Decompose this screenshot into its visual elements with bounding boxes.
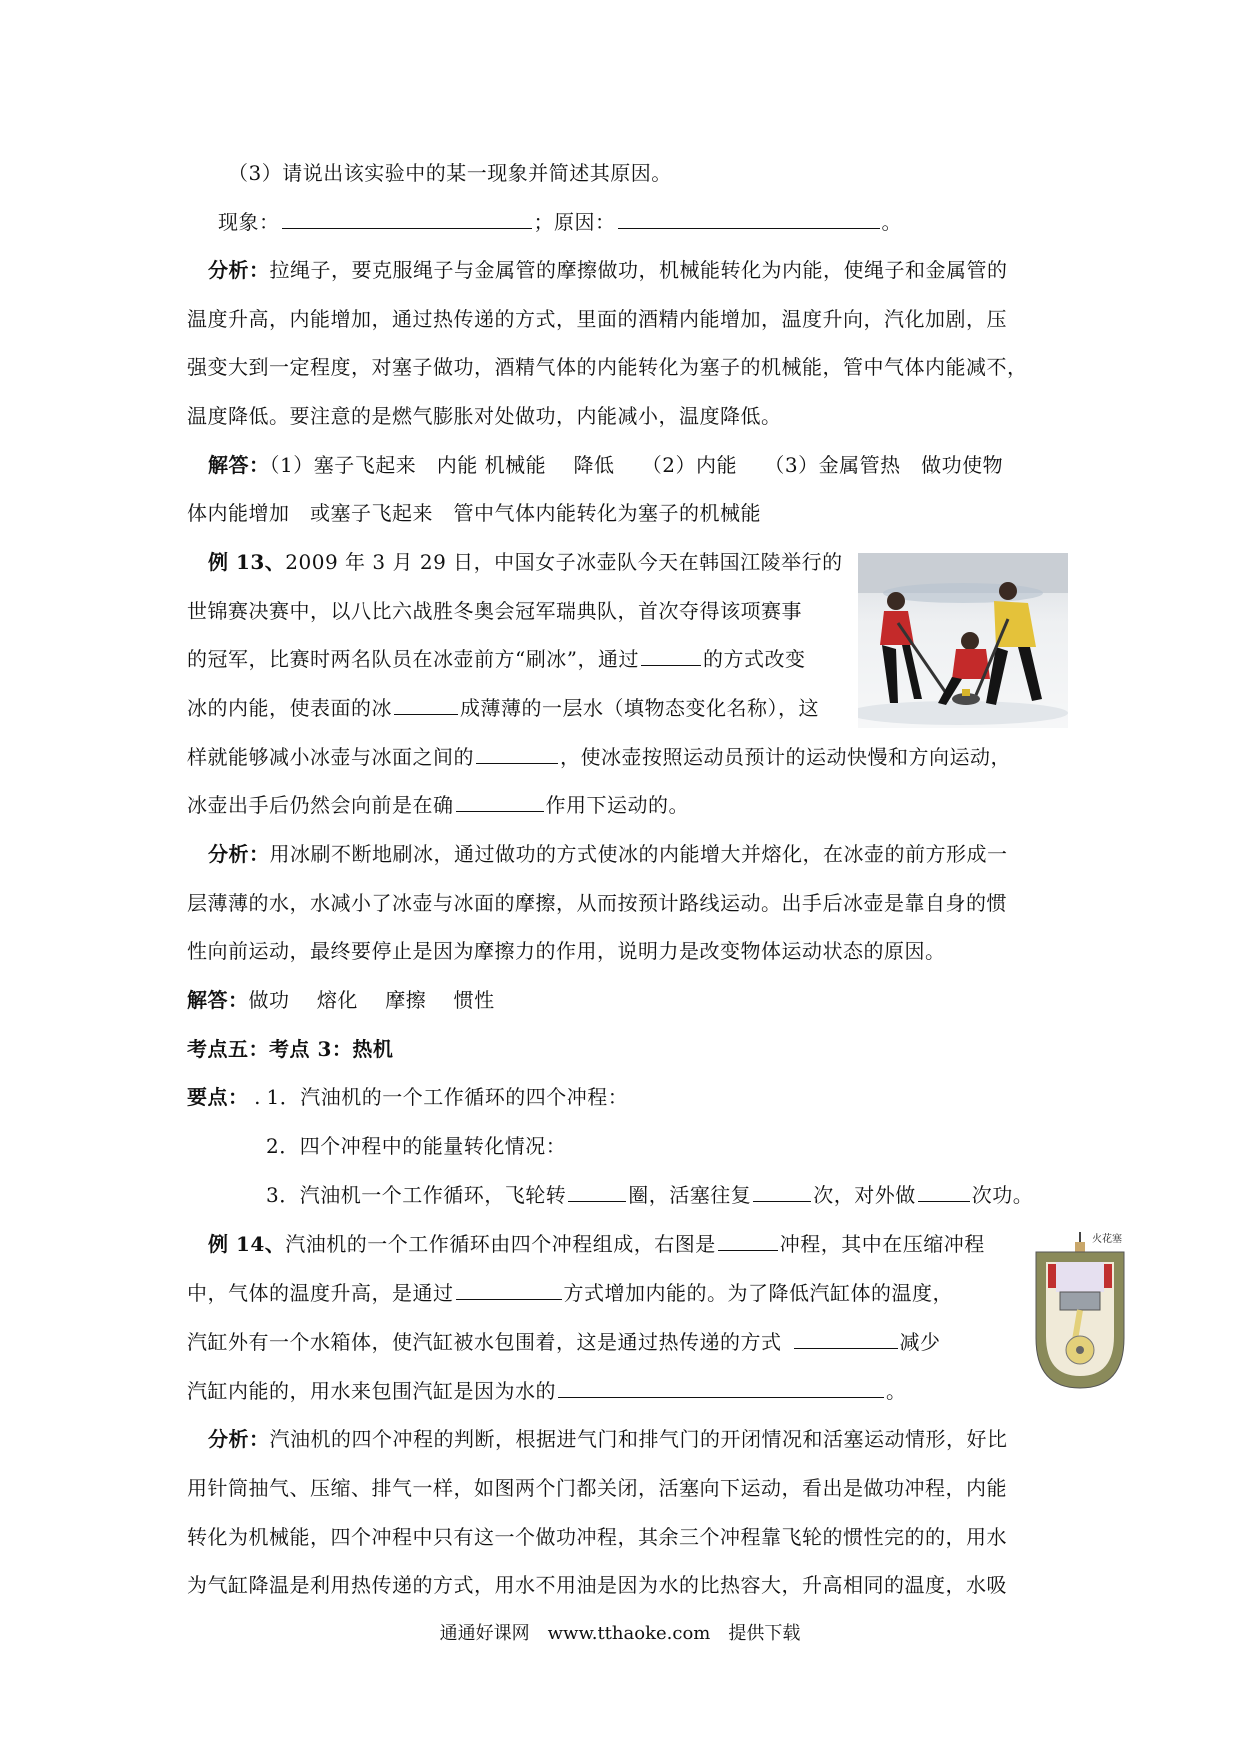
curling-photo (858, 553, 1068, 728)
analysis-3-line-3: 转化为机械能，四个冲程中只有这一个做功冲程，其余三个冲程靠飞轮的惯性完的的，用水 (187, 1525, 1007, 1549)
blank-method[interactable] (641, 647, 701, 666)
reason-label: ；原因： (533, 210, 616, 234)
example-14-line-1 (208, 1231, 985, 1257)
analysis-text: 拉绳子，要克服绳子与金属管的摩擦做功，机械能转化为内能，使绳子和金属管的 (269, 258, 1008, 282)
analysis-label: 分析： (208, 258, 270, 282)
text: 汽缸内能的，用水来包围汽缸是因为水的 (187, 1379, 556, 1403)
text: 成薄薄的一层水（填物态变化名称），这 (460, 696, 819, 720)
answer-label: 解答： (187, 988, 249, 1012)
spark-plug-label: 火花塞 (1092, 1234, 1122, 1245)
example-14-line-2 (187, 1280, 953, 1306)
analysis-3-line-1 (208, 1426, 1008, 1452)
text: 减少 (899, 1330, 941, 1354)
engine-diagram (1030, 1228, 1130, 1393)
text: 的方式改变 (702, 647, 806, 671)
example-text: 2009 年 3 月 29 日，中国女子冰壶队今天在韩国江陵举行的 (285, 550, 843, 574)
blank-friction[interactable] (476, 745, 558, 764)
section-heading: 考点五：考点 3：热机 (187, 1037, 394, 1061)
text: 。 (886, 1379, 907, 1403)
page-footer: 通通好课网 www.tthaoke.com 提供下载 (439, 1623, 801, 1644)
phenomenon-label: 现象： (218, 210, 280, 234)
analysis-label: 分析： (208, 842, 270, 866)
keypoint-1 (187, 1084, 628, 1110)
question-3-prompt: （3）请说出该实验中的某一现象并简述其原因。 (228, 161, 672, 185)
text: 次，对外做 (813, 1183, 916, 1207)
blank-piston-strokes[interactable] (753, 1183, 811, 1202)
analysis-1-line-2: 温度升高，内能增加，通过热传递的方式，里面的酒精内能增加，温度升向，汽化加剧，压 (187, 307, 1007, 331)
reason-blank[interactable] (618, 210, 880, 229)
question-3-answer-line (218, 209, 902, 235)
analysis-2-line-1 (208, 841, 1008, 867)
example-label: 例 13、 (208, 550, 286, 574)
text: 样就能够减小冰壶与冰面之间的 (187, 745, 474, 769)
keypoint-3 (266, 1182, 1033, 1208)
analysis-1-line-3: 强变大到一定程度，对塞子做功，酒精气体的内能转化为塞子的机械能，管中气体内能减不， (187, 355, 1028, 379)
example-14-line-3 (187, 1329, 941, 1355)
analysis-text: 用冰刷不断地刷冰，通过做功的方式使冰的内能增大并熔化，在冰壶的前方形成一 (269, 842, 1008, 866)
analysis-label: 分析： (208, 1427, 270, 1451)
example-13-line-5 (187, 744, 1011, 770)
blank-compression-method[interactable] (456, 1281, 562, 1300)
phenomenon-blank[interactable] (282, 210, 532, 229)
blank-inertia[interactable] (456, 793, 544, 812)
analysis-1-line-4: 温度降低。要注意的是燃气膨胀对处做功，内能减小，温度降低。 (187, 404, 782, 428)
example-13-line-4 (187, 695, 819, 721)
text: 圈，活塞往复 (628, 1183, 752, 1207)
analysis-3-line-4: 为气缸降温是利用热传递的方式，用水不用油是因为水的比热容大，升高相同的温度，水吸 (187, 1573, 1007, 1597)
text: ，使冰壶按照运动员预计的运动快慢和方向运动， (560, 745, 1011, 769)
answer-label: 解答： (208, 453, 270, 477)
example-label: 例 14、 (208, 1232, 286, 1256)
text: 作用下运动的。 (545, 793, 689, 817)
analysis-3-line-2: 用针筒抽气、压缩、排气一样，如图两个门都关闭，活塞向下运动，看出是做功冲程，内能 (187, 1476, 1007, 1500)
keypoint-2: 2．四个冲程中的能量转化情况： (266, 1134, 567, 1158)
text: 冰的内能，使表面的冰 (187, 696, 392, 720)
curling-illustration (858, 553, 1068, 728)
engine-illustration (1030, 1228, 1130, 1393)
example-14-line-4 (187, 1378, 907, 1404)
example-13-line-3 (187, 646, 805, 672)
keypoint-text: 1．汽油机的一个工作循环的四个冲程： (266, 1085, 629, 1109)
blank-water-property[interactable] (558, 1379, 884, 1398)
analysis-text: 汽油机的四个冲程的判断，根据进气门和排气门的开闭情况和活塞运动情形，好比 (269, 1427, 1008, 1451)
text: 汽油机的一个工作循环由四个冲程组成，右图是 (285, 1232, 716, 1256)
blank-flywheel-turns[interactable] (568, 1183, 626, 1202)
blank-work-times[interactable] (918, 1183, 970, 1202)
text: 3．汽油机一个工作循环，飞轮转 (266, 1183, 567, 1207)
example-13-line-2: 世锦赛决赛中，以八比六战胜冬奥会冠军瑞典队，首次夺得该项赛事 (187, 599, 802, 623)
end-mark: 。 (881, 210, 902, 234)
answer-2 (187, 987, 495, 1013)
blank-heat-transfer[interactable] (794, 1330, 898, 1349)
text: 汽缸外有一个水箱体，使汽缸被水包围着，这是通过热传递的方式 (187, 1330, 782, 1354)
analysis-1-line-1 (208, 257, 1008, 283)
example-13-line-1 (208, 549, 843, 575)
text: 次功。 (971, 1183, 1034, 1207)
blank-stroke[interactable] (718, 1232, 778, 1251)
answer-text: 做功 熔化 摩擦 惯性 (248, 988, 495, 1012)
example-13-line-6 (187, 792, 689, 818)
answer-1-line-2: 体内能增加 或塞子飞起来 管中气体内能转化为塞子的机械能 (187, 501, 761, 525)
keypoint-dot: . (254, 1085, 261, 1109)
analysis-2-line-2: 层薄薄的水，水减小了冰壶与冰面的摩擦，从而按预计路线运动。出手后冰壶是靠自身的惯 (187, 891, 1007, 915)
text: 方式增加内能的。为了降低汽缸体的温度， (563, 1281, 953, 1305)
answer-1-line-1 (208, 452, 1003, 478)
text: 的冠军，比赛时两名队员在冰壶前方“刷冰”，通过 (187, 647, 639, 671)
answer-text: （1）塞子飞起来 内能 机械能 降低 （2）内能 （3）金属管热 做功使物 (269, 453, 1004, 477)
text: 冲程，其中在压缩冲程 (779, 1232, 985, 1256)
analysis-2-line-3: 性向前运动，最终要停止是因为摩擦力的作用，说明力是改变物体运动状态的原因。 (187, 939, 946, 963)
text: 冰壶出手后仍然会向前是在确 (187, 793, 454, 817)
blank-state-change[interactable] (394, 696, 458, 715)
text: 中，气体的温度升高，是通过 (187, 1281, 454, 1305)
keypoints-label: 要点： (187, 1085, 249, 1109)
